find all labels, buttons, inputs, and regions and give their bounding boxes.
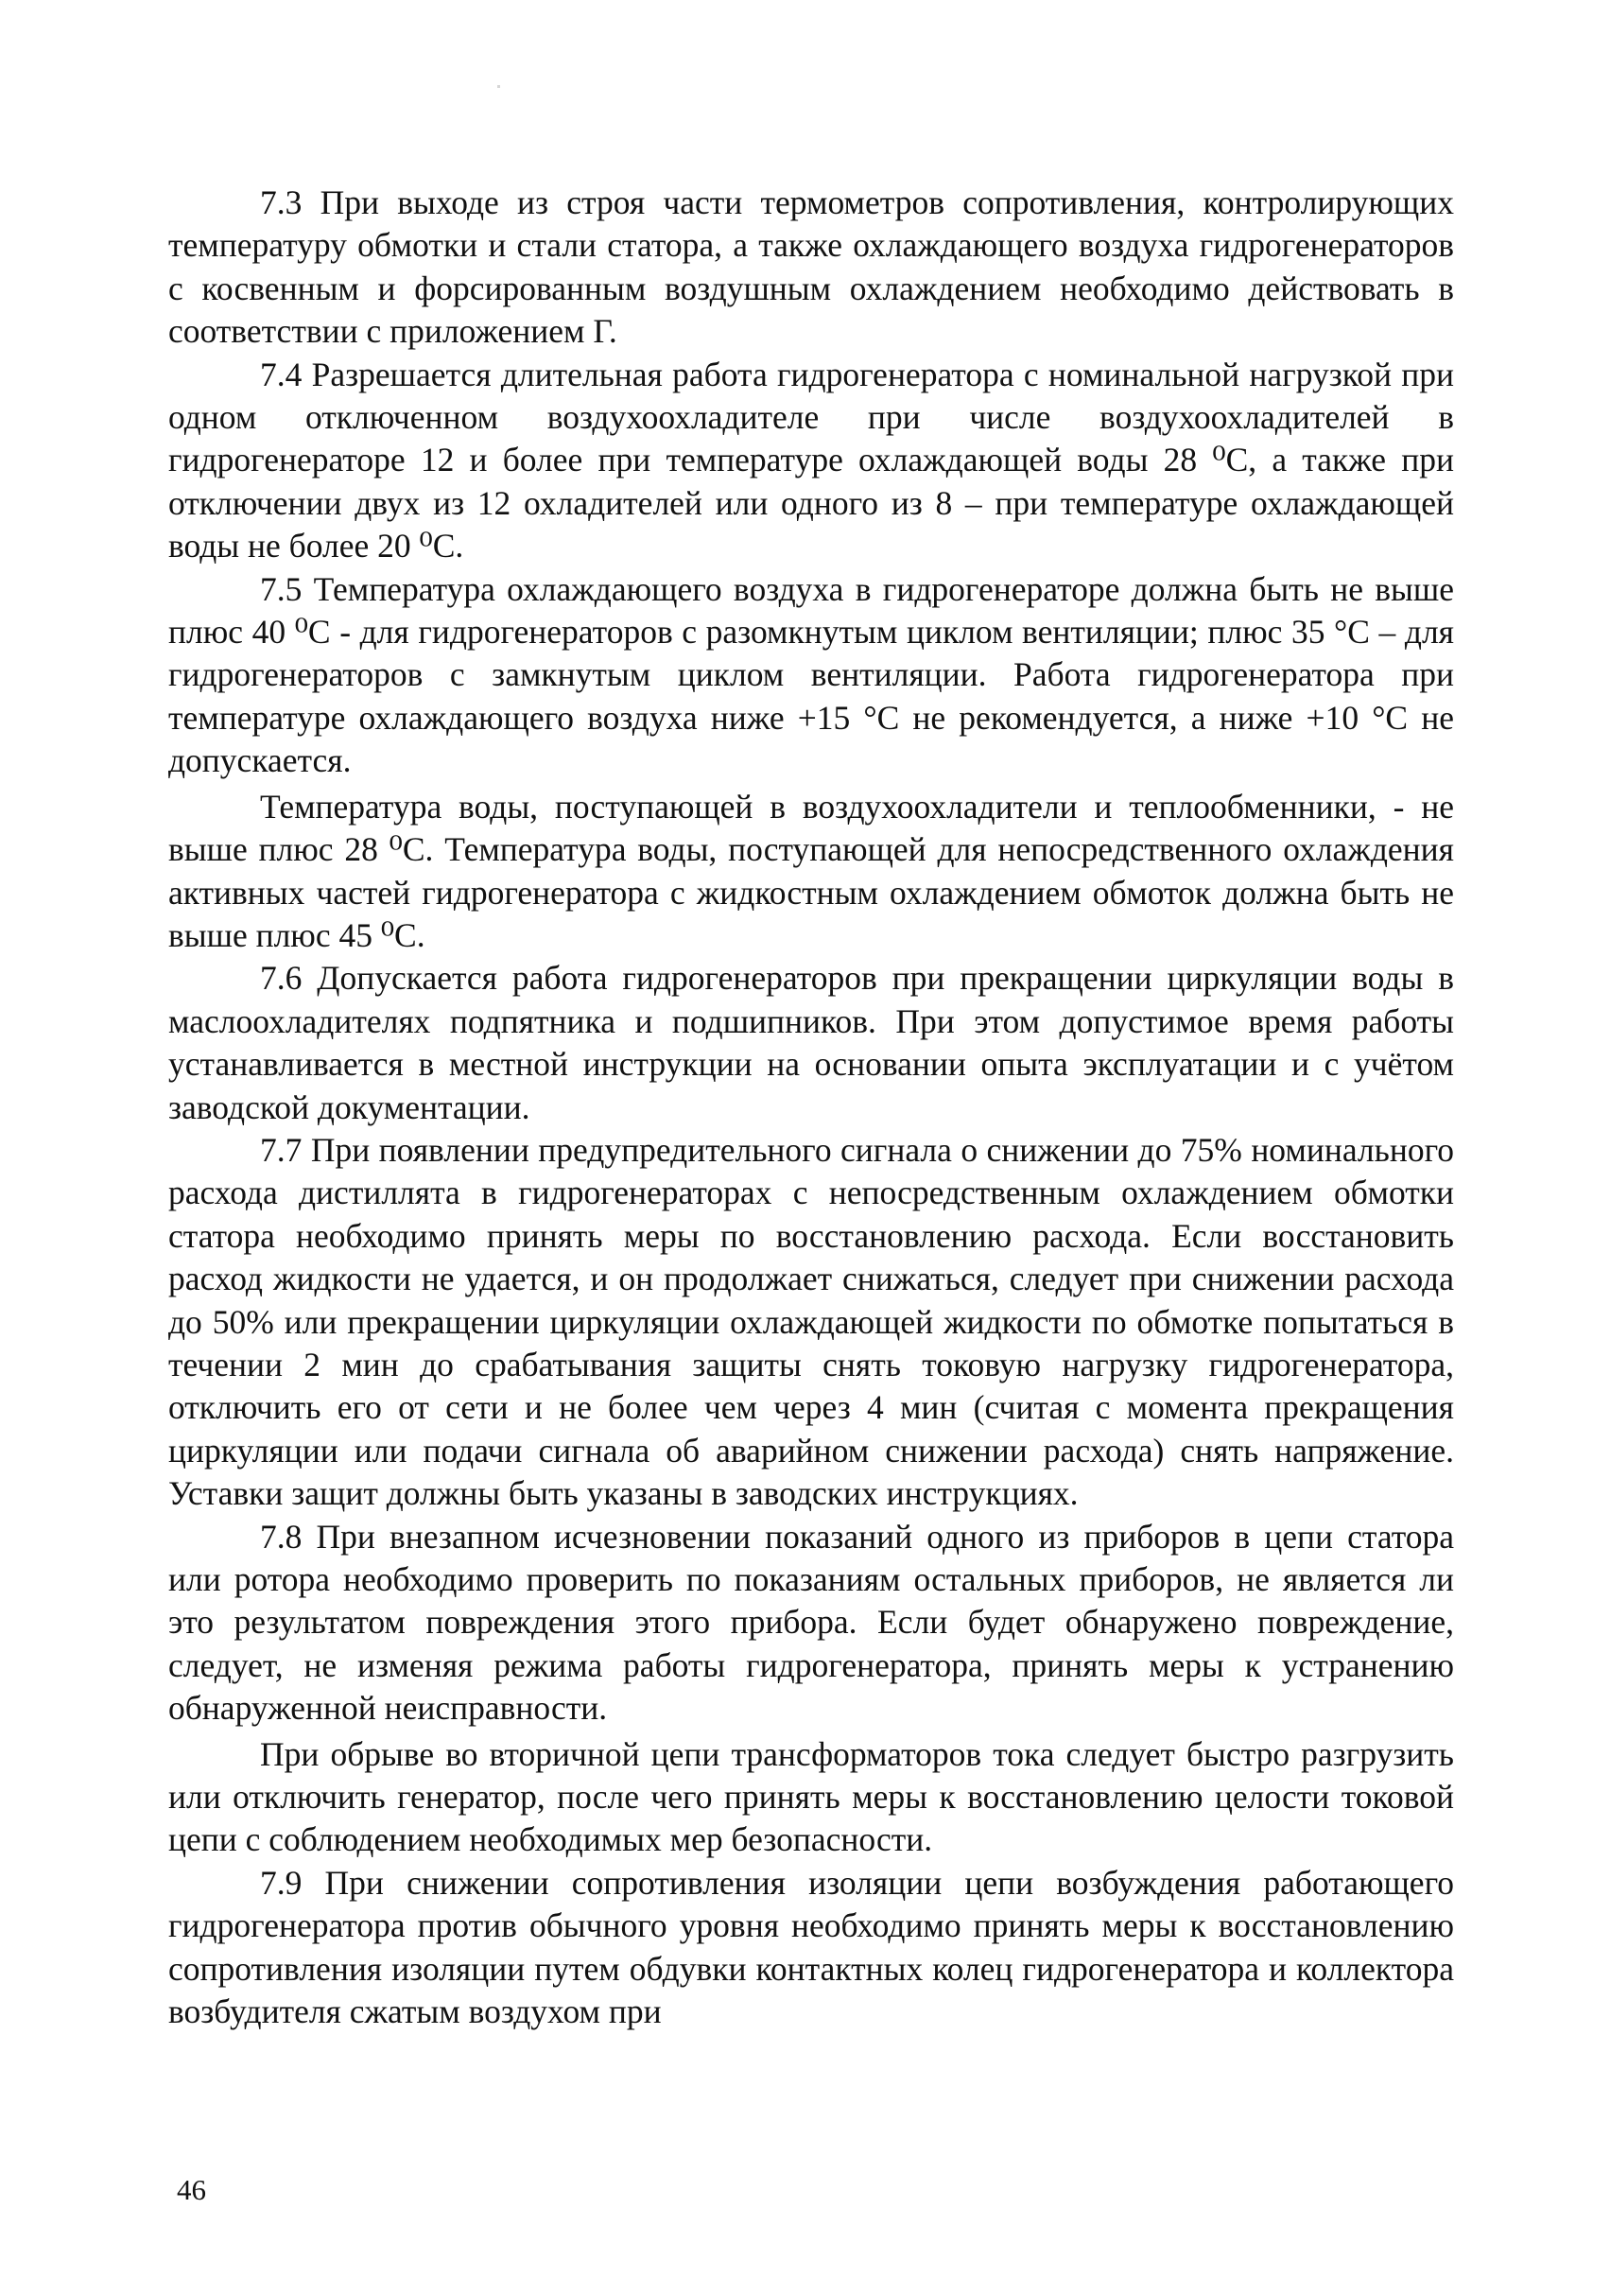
paragraph-7-3: 7.3 При выходе из строя части термометров сопротивления, контролирующих температуру обмотки и стали статора, а также охлаждающего воздуха гидрогенераторов с косвенным и форсированным воздушным охлаждением необходимо действовать в соответствии с приложением Г. <box>168 183 1454 351</box>
paragraph-7-7: 7.7 При появлении предупредительного сигнала о снижении до 75% номинального расхода дистиллята в гидрогенераторах с непосредственным охлаждением обмотки статора необходимо принять меры по восстановлению расхода. Если восстановить расход жидкости не удается, и он продолжает снижаться, следует при снижении расхода до 50% или прекращении циркуляции охлаждающей жидкости по обмотке попытаться в течении 2 мин до срабатывания защиты снять токовую нагрузку гидрогенератора, отключить его от сети и не более чем через 4 мин (считая с момента прекращения циркуляции или подачи сигнала об аварийном снижении расхода) снять напряжение. Уставки защит должны быть указаны в заводских инструкциях. <box>168 1130 1454 1513</box>
paragraph-water-temperature: Температура воды, поступающей в воздухоохладители и теплообменники, - не выше плюс 28 ⁰С. Температура воды, поступающей для непосредственного охлаждения активных частей гидрогенератора с жидкостным охлаждением обмоток должна быть не выше плюс 45 ⁰С. <box>168 787 1454 954</box>
paragraph-7-9: 7.9 При снижении сопротивления изоляции цепи возбуждения работающего гидрогенератора против обычного уровня необходимо принять меры к восстановлению сопротивления изоляции путем обдувки контактных колец гидрогенератора и коллектора возбудителя сжатым воздухом при <box>168 1863 1454 2031</box>
paragraph-7-8: 7.8 При внезапном исчезновении показаний одного из приборов в цепи статора или ротора необходимо проверить по показаниям остальных приборов, не является ли это результатом повреждения этого прибора. Если будет обнаружено повреждение, следует, не изменяя режима работы гидрогенератора, принять меры к устранению обнаруженной неисправности. <box>168 1517 1454 1728</box>
page-number: 46 <box>177 2173 206 2206</box>
paragraph-current-transformer: При обрыве во вторичной цепи трансформаторов тока следует быстро разгрузить или отключить генератор, после чего принять меры к восстановлению целости токовой цепи с соблюдением необходимых мер безопасности. <box>168 1734 1454 1859</box>
paragraph-7-4: 7.4 Разрешается длительная работа гидрогенератора с номинальной нагрузкой при одном отключенном воздухоохладителе при числе воздухоохладителей в гидрогенераторе 12 и более при температуре охлаждающей воды 28 ⁰С, а также при отключении двух из 12 охладителей или одного из 8 – при температуре охлаждающей воды не более 20 ⁰С. <box>168 355 1454 565</box>
paragraph-7-5: 7.5 Температура охлаждающего воздуха в гидрогенераторе должна быть не выше плюс 40 ⁰С - для гидрогенераторов с разомкнутым циклом вентиляции; плюс 35 °С – для гидрогенераторов с замкнутым циклом вентиляции. Работа гидрогенератора при температуре охлаждающего воздуха ниже +15 °С не рекомендуется, а ниже +10 °С не допускается. <box>168 569 1454 780</box>
paragraph-7-6: 7.6 Допускается работа гидрогенераторов при прекращении циркуляции воды в маслоохладителях подпятника и подшипников. При этом допустимое время работы устанавливается в местной инструкции на основании опыта эксплуатации и с учётом заводской документации. <box>168 959 1454 1126</box>
scan-speck <box>497 85 500 88</box>
body-text <box>168 182 1454 2033</box>
